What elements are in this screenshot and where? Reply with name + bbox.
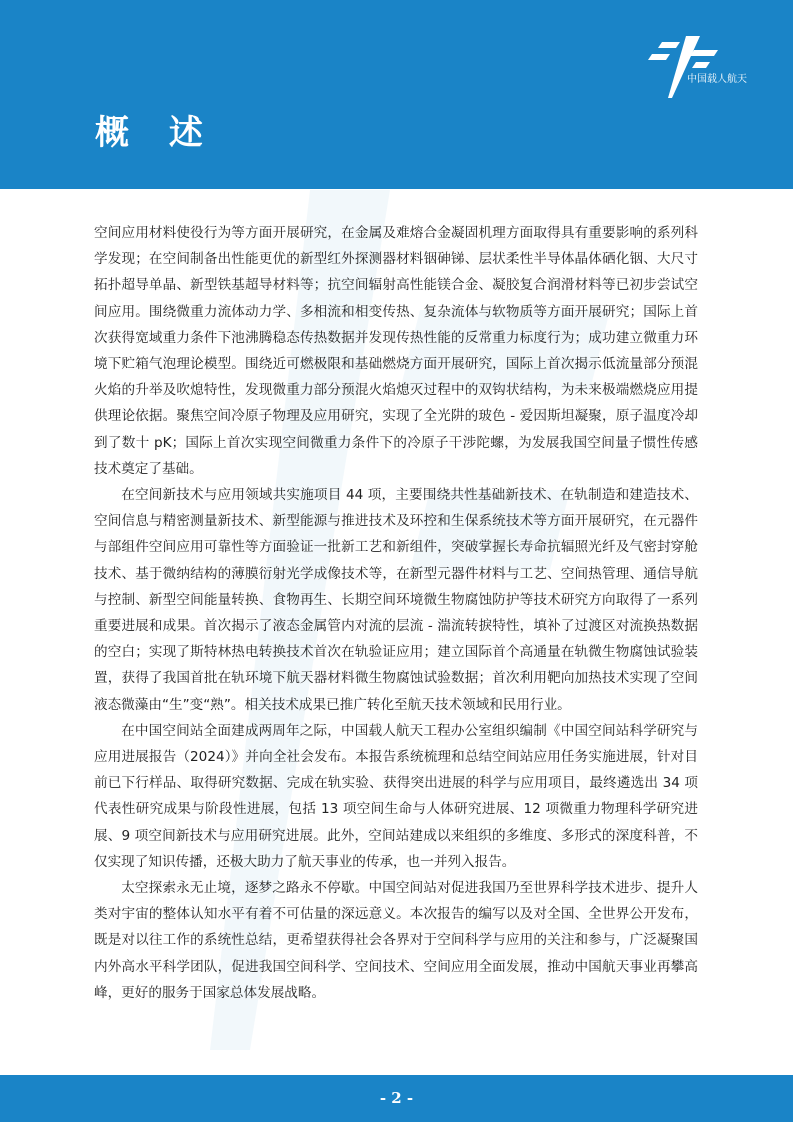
footer-banner [0,1075,793,1122]
paragraph: 太空探索永无止境，逐梦之路永不停歇。中国空间站对促进我国乃至世界科学技术进步、提升人类对宇宙的整体认知水平有着不可估量的深远意义。本次报告的编写以及对全国、全世界公开发布，既是对以往工作的系统性总结，更希望获得社会各界对于空间科学与应用的关注和参与，广泛凝聚国内外高水平科学团队，促进我国空间科学、空间技术、空间应用全面发展，推动中国航天事业再攀高峰，更好的服务于国家总体发展战略。 [94,880,698,1001]
china-manned-space-logo-icon [642,28,762,100]
paragraph: 在空间新技术与应用领域共实施项目 44 项，主要围绕共性基础新技术、在轨制造和建造技术、空间信息与精密测量新技术、新型能源与推进技术及环控和生保系统技术等方面开展研究，在元器件与部组件空间应用可靠性等方面验证一批新工艺和新组件，突破掌握长寿命抗辐照光纤及气密封穿舱技术、基于微纳结构的薄膜衍射光学成像技术等，在新型元器件材料与工艺、空间热管理、通信导航与控制、新型空间能量转换、食物再生、长期空间环境微生物腐蚀防护等技术研究方向取得了一系列重要进展和成果。首次揭示了液态金属管内对流的层流 - 湍流转捩特性，填补了过渡区对流换热数据的空白；实现了斯特林热电转换技术首次在轨验证应用；建立国际首个高通量在轨微生物腐蚀试验装置，获得了我国首批在轨环境下航天器材料微生物腐蚀试验数据；首次利用靶向加热技术实现了空间液态微藻由“生”变“熟”。相关技术成果已推广转化至航天技术领域和民用行业。 [94,487,698,713]
page-title: 概 述 [95,113,217,153]
page-number: - 2 - [379,1089,414,1107]
body-text [94,220,698,1006]
paragraph: 空间应用材料使役行为等方面开展研究，在金属及难熔合金凝固机理方面取得具有重要影响的系列科学发现；在空间制备出性能更优的新型红外探测器材料铟砷锑、层状柔性半导体晶体硒化铟、大尺寸拓扑超导单晶、新型铁基超导材料等；抗空间辐射高性能镁合金、凝胶复合润滑材料等已初步尝试空间应用。围绕微重力流体动力学、多相流和相变传热、复杂流体与软物质等方面开展研究；国际上首次获得宽域重力条件下池沸腾稳态传热数据并发现传热性能的反常重力标度行为；成功建立微重力环境下贮箱气泡理论模型。围绕近可燃极限和基础燃烧方面开展研究，国际上首次揭示低流量部分预混火焰的升举及吹熄特性，发现微重力部分预混火焰熄灭过程中的双钩状结构，为未来极端燃烧应用提供理论依据。聚焦空间冷原子物理及应用研究，实现了全光阱的玻色 - 爱因斯坦凝聚，原子温度冷却到了数十 pK；国际上首次实现空间微重力条件下的冷原子干涉陀螺，为发展我国空间量子惯性传感技术奠定了基础。 [94,225,698,477]
logo-text: 中国载人航天 [687,74,747,85]
header-banner [0,0,793,189]
paragraph: 在中国空间站全面建成两周年之际，中国载人航天工程办公室组织编制《中国空间站科学研究与应用进展报告（2024）》并向全社会发布。本报告系统梳理和总结空间站应用任务实施进展，针对目前已下行样品、取得研究数据、完成在轨实验、获得突出进展的科学与应用项目，最终遴选出 34 项代表性研究成果与阶段性进展，包括 13 项空间生命与人体研究进展、12 项微重力物理科学研究进展、9 项空间新技术与应用研究进展。此外，空间站建成以来组织的多维度、多形式的深度科普，不仅实现了知识传播，还极大助力了航天事业的传承，也一并列入报告。 [94,722,698,870]
